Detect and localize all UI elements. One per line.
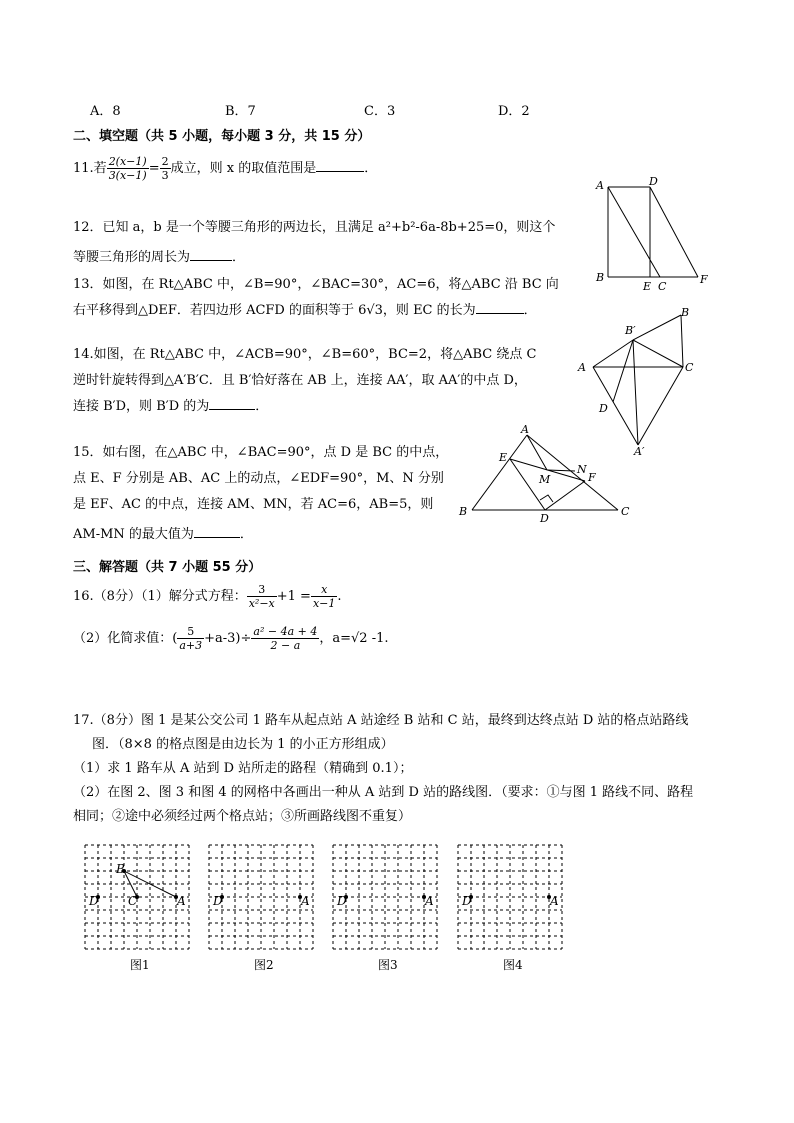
fig13-ac [608, 187, 660, 277]
grid-caption-4: 图4 [503, 958, 523, 972]
grid-2[interactable] [207, 843, 317, 953]
q16-part1 [73, 583, 342, 610]
fig14-label-c: C [685, 361, 694, 374]
choice-c: C．3 [364, 104, 396, 119]
fig15-label-m: M [539, 473, 551, 486]
fig14-label-a-prime: A′ [634, 445, 645, 457]
fig13-label-a: A [596, 179, 604, 192]
fig15-df [545, 481, 585, 510]
grid-3[interactable] [331, 843, 441, 953]
q16-p1-frac1-num: 3 [247, 583, 277, 597]
q13-answer-blank[interactable] [476, 313, 524, 314]
q16-p2-end: ，a=√2 -1. [319, 631, 389, 646]
fig15-label-c: C [621, 505, 630, 518]
q16-p2-frac2-den: 2 − a [270, 639, 301, 652]
q17-line2: 图．（8×8 的格点图是由边长为 1 的小正方形组成） [92, 737, 394, 752]
fig15-label-a: A [521, 423, 529, 436]
q17-line1: 17.（8分）图 1 是某公交公司 1 路车从起点站 A 站途经 B 站和 C 站，最终到达终点站 D 站的格点站路线 [73, 713, 689, 728]
section3-title: 三、解答题（共 7 小题 55 分） [73, 560, 262, 575]
choice-d: D．2 [498, 104, 530, 119]
grid-caption-1: 图1 [130, 958, 150, 972]
q16-part2 [73, 625, 389, 652]
q16-p1-frac2-den: x−1 [312, 597, 336, 610]
station-d-label: D [213, 894, 223, 908]
q16-p2-mid: +a-3)÷ [204, 631, 252, 646]
section2-title: 二、填空题（共 5 小题，每小题 3 分，共 15 分） [73, 129, 371, 144]
grid-caption-2: 图2 [254, 958, 274, 972]
station-a-label: A [425, 894, 434, 908]
fig14-label-b: B [681, 306, 690, 319]
q12-line2 [73, 245, 245, 271]
station-d-label: D [462, 894, 472, 908]
q15-figure [455, 423, 640, 525]
station-a-label: A [177, 894, 186, 908]
choice-b: B．7 [225, 104, 256, 119]
q13-line2-text: 右平移得到△DEF．若四边形 ACFD 的面积等于 6√3，则 EC 的长为 [73, 303, 476, 318]
q11-frac1-den: 3(x−1) [108, 169, 147, 182]
station-a-label: A [301, 894, 310, 908]
fig15-label-b: B [459, 505, 468, 518]
q15-line3: 是 EF、AC 的中点，连接 AM、MN，若 AC=6，AB=5，则 [73, 497, 434, 512]
q12-line1: 12．已知 a，b 是一个等腰三角形的两边长，且满足 a²+b²-6a-8b+25=0，则这个 [73, 220, 556, 235]
fig14-b-prime-c [633, 340, 683, 367]
q13-line2 [73, 298, 537, 324]
q14-line3-text: 连接 B′D，则 B′D 的为 [73, 399, 210, 414]
station-d-label: D [89, 894, 99, 908]
q11 [73, 155, 377, 182]
q13-figure [590, 172, 720, 294]
q14-line2: 逆时针旋转得到△A′B′C．且 B′恰好落在 AB 上，连接 AA′，取 AA′的中点 D， [73, 373, 527, 388]
q16-p1-frac2-num: x [311, 583, 337, 597]
q12-answer-blank[interactable] [190, 260, 232, 261]
fig15-label-n: N [577, 463, 587, 476]
grid-1[interactable] [83, 843, 193, 953]
q11-frac2 [160, 155, 171, 182]
q15-line2: 点 E、F 分别是 AB、AC 上的动点，∠EDF=90°，M、N 分别 [73, 471, 444, 486]
q16-p2-frac1 [177, 625, 204, 652]
fig13-label-f: F [700, 273, 708, 286]
grid-caption-3: 图3 [378, 958, 398, 972]
q14-answer-blank[interactable] [209, 409, 255, 410]
fig13-label-b: B [596, 271, 605, 284]
q16-p2-frac1-den: a+3 [179, 639, 203, 652]
q14-end: ． [255, 399, 269, 414]
fig14-b-prime-b [633, 315, 681, 340]
q11-post: 成立，则 x 的取值范围是 [170, 161, 317, 176]
q16-p2-frac1-num: 5 [177, 625, 204, 639]
q17-line4: （2）在图 2、图 3 和图 4 的网格中各画出一种从 A 站到 D 站的路线图．（要求：①与图 1 路线不同、路程 [73, 785, 694, 800]
station-b-label: B [116, 862, 125, 876]
q15-answer-blank[interactable] [194, 537, 240, 538]
fig14-label-d: D [599, 402, 608, 415]
q15-line4 [73, 522, 253, 548]
q13-end: ． [523, 303, 537, 318]
fig14-b-prime-d [613, 340, 633, 402]
fig14-label-a: A [578, 361, 586, 374]
fig15-label-d: D [540, 512, 549, 525]
q14-line1: 14.如图，在 Rt△ABC 中，∠ACB=90°，∠B=60°，BC=2，将△ABC 绕点 C [73, 347, 537, 362]
q11-frac2-num: 2 [161, 155, 169, 168]
q11-frac2-den: 3 [161, 169, 169, 182]
station-d-label: D [337, 894, 347, 908]
fig15-right-angle-mark [540, 495, 553, 502]
fig14-bc [681, 315, 683, 367]
q16-p2-frac2-num: a² − 4a + 4 [253, 625, 318, 638]
q12-line2-text: 等腰三角形的周长为 [73, 250, 191, 265]
q14-line3 [73, 394, 268, 420]
q16-p1-frac2 [311, 583, 337, 610]
q15-line1: 15．如右图，在△ABC 中，∠BAC=90°，点 D 是 BC 的中点， [73, 445, 449, 460]
q13-line1: 13．如图，在 Rt△ABC 中，∠B=90°，∠BAC=30°，AC=6，将△ABC 沿 BC 向 [73, 277, 559, 292]
q11-answer-blank[interactable] [316, 171, 364, 172]
choice-a: A．8 [90, 104, 121, 119]
q16-p1-frac1 [247, 583, 277, 610]
q16-p2-pre: （2）化简求值：( [73, 631, 178, 646]
station-a-label: A [550, 894, 559, 908]
q11-frac1-num: 2(x−1) [108, 155, 147, 168]
fig13-df [650, 187, 698, 277]
q11-frac1 [107, 155, 149, 182]
q15-end: ． [239, 527, 253, 542]
q11-end: ． [364, 161, 378, 176]
fig13-label-e: E [643, 280, 652, 293]
q16-p2-frac2 [251, 625, 319, 652]
fig15-label-f: F [588, 471, 596, 484]
q16-p1-plus: +1 = [276, 589, 311, 604]
q11-pre: 11.若 [73, 161, 107, 176]
q17-line3: （1）求 1 路车从 A 站到 D 站所走的路程（精确到 0.1）； [73, 761, 413, 776]
station-c-label: C [128, 894, 138, 908]
q17-line5: 相同；②途中必须经过两个格点站；③所画路线图不重复） [73, 809, 412, 824]
fig13-label-d: D [649, 175, 658, 188]
fig14-ca-prime [638, 367, 683, 445]
q12-end: ． [232, 250, 246, 265]
fig15-label-e: E [499, 451, 508, 464]
grid-4[interactable] [456, 843, 566, 953]
fig13-label-c: C [658, 280, 667, 293]
q11-eq: = [148, 161, 160, 176]
q16-p1-frac1-den: x²−x [248, 597, 275, 610]
fig14-ab-prime [593, 340, 633, 367]
q16-p1-end: . [337, 589, 342, 604]
q16-p1-pre: 16.（8分）（1）解分式方程： [73, 589, 247, 604]
fig14-label-b-prime: B′ [625, 324, 636, 337]
q15-line4-text: AM-MN 的最大值为 [73, 527, 194, 542]
